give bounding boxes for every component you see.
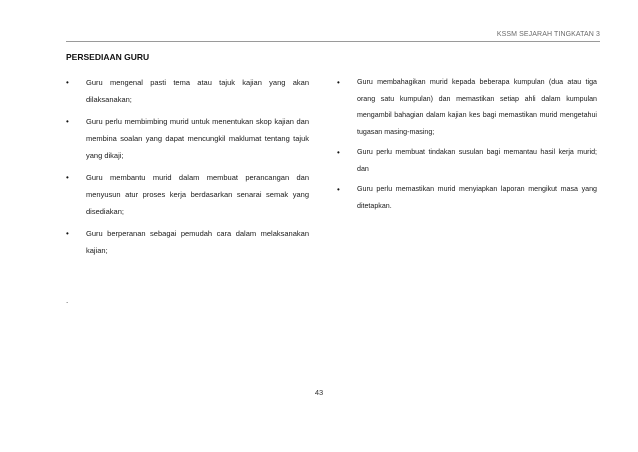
- list-item: [66, 169, 309, 220]
- list-item-text: Guru perlu membimbing murid untuk menentukan skop kajian dan membina soalan yang dapat mencungkil maklumat tentang tajuk yang dikaji;: [86, 117, 309, 160]
- list-item: [66, 74, 309, 108]
- list-item: [66, 113, 309, 164]
- list-item: [337, 144, 597, 177]
- list-item-text: Guru berperanan sebagai pemudah cara dalam melaksanakan kajian;: [86, 229, 309, 255]
- list-item-text: Guru membahagikan murid kepada beberapa kumpulan (dua atau tiga orang satu kumpulan) dan memastikan setiap ahli dalam kumpulan mengambil bahagian dalam kajian kes bagi memastikan murid mengetahui tugasan masing-masing;: [357, 78, 597, 136]
- list-item-text: Guru membantu murid dalam membuat perancangan dan menyusun atur proses kerja berdasarkan senarai semak yang disediakan;: [86, 173, 309, 216]
- stray-mark: .: [66, 296, 69, 305]
- section-title: PERSEDIAAN GURU: [66, 52, 150, 62]
- list-item: [66, 225, 309, 259]
- left-column-list: [66, 74, 309, 264]
- header-rule: [66, 41, 600, 42]
- bullet-icon: •: [337, 78, 340, 87]
- bullet-icon: •: [66, 78, 69, 87]
- list-item-text: Guru perlu membuat tindakan susulan bagi memantau hasil kerja murid; dan: [357, 148, 597, 173]
- right-column-list: [337, 74, 597, 218]
- bullet-icon: •: [66, 229, 69, 238]
- bullet-icon: •: [66, 117, 69, 126]
- list-item-text: Guru mengenal pasti tema atau tajuk kajian yang akan dilaksanakan;: [86, 78, 309, 104]
- running-header: KSSM SEJARAH TINGKATAN 3: [496, 31, 600, 38]
- bullet-icon: •: [337, 148, 340, 157]
- list-item: [337, 181, 597, 214]
- page-number: 43: [314, 388, 324, 397]
- list-item: [337, 74, 597, 140]
- list-item-text: Guru perlu memastikan murid menyiapkan laporan mengikut masa yang ditetapkan.: [357, 185, 597, 210]
- bullet-icon: •: [66, 173, 69, 182]
- bullet-icon: •: [337, 185, 340, 194]
